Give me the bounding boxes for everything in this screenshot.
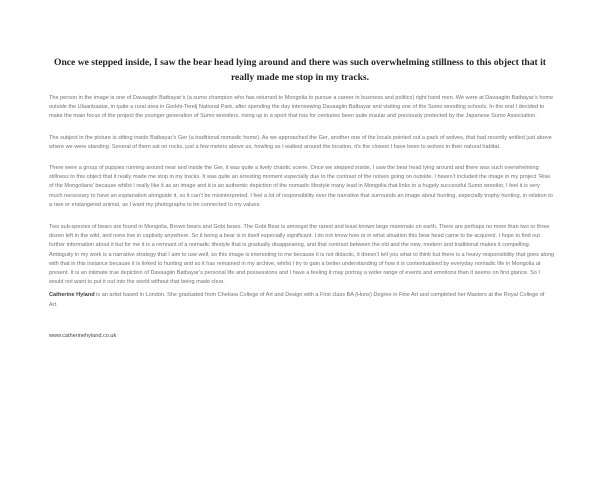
pull-quote-headline: Once we stepped inside, I saw the bear head lying around and there was such overwhelming stillness to this object that it really made me stop in my tracks.	[54, 57, 546, 83]
author-bio-text: is an artist based in London. She graduated from Chelsea College of Art and Design with a First class BA (Hons) Degree in Fine Art and completed her Masters at the Royal College of Art.	[49, 292, 545, 308]
website-link[interactable]: www.catherinehyland.co.uk	[49, 332, 117, 339]
body-paragraph: Two sub-species of bears are found in Mongolia, Brown bears and Gobi bears. The Gobi Bear is amongst the rarest and least known large mammals on earth. There are perhaps no more than two or three dozen left in the wild, and none live in captivity anywhere. So it being a bear is in itself especially significant. I do not know how or in what situation this bear head came to be acquired. I hope to find out further information about it but for me it is a remnant of a nomadic lifestyle that is gradually disappearing, and that contrast between the old and the new, modern and traditional makes it compelling. Ambiguity in my work is a narrative strategy that I aim to use well, so this image is interesting to me because it is not didactic, it doesn’t tell you what to think but there is a heavy responsibility that goes along with that in this instance because it is linked to hunting and so it has remained in my archive, whilst I try to gain a better understanding of how it is contextualised by everyday nomadic life in Mongolia at present. It is an intimate true depiction of Davaagiin Batbayar’s personal life and possessions and I have a feeling it may portray a wider range of events and emotions than it seems on first glance. So I would not want to put it out into the world without that being made clear.	[49, 224, 555, 286]
body-paragraph: The subject in the picture is sitting inside Batbayar’s Ger (a traditional nomadic home). As we approached the Ger, another one of the locals pointed out a pack of wolves, that had recently settled just above where we were standing. Several of them sat on rocks, just a few meters above us, howling as I walked around the location, it’s the closest I have been to wolves in their natural habitat.	[49, 134, 552, 150]
author-name: Catherine Hyland	[49, 292, 95, 299]
article-body	[49, 94, 554, 342]
body-paragraph: There were a group of puppies running around near and inside the Ger, it was quite a lively chaotic scene. Once we stepped inside, I saw the bear head lying around and there was such overwhelming stillness to this object that it really made me stop in my tracks. It was quite an arresting moment especially due to the contrast of the noises going on outside. I haven’t included the image in my project ‘Rise of the Mongolians’ because whilst I really like it as an image and it is an authentic depiction of the nomadic lifestyle many lead in Mongolia that links to a hugely successful Sumo wrestler, I feel it is very much necessary to have an explanation alongside it, so it can’t be misinterpreted. I feel a lot of responsibility over the narrative that surrounds an image about hunting, especially trophy hunting, in relation to a rare or endangered animal, as I want my photographs to be connected to my values.	[49, 165, 553, 208]
author-bio	[49, 291, 554, 309]
body-paragraph: The person in the image is one of Davaagiin Batbayar’s (a sumo champion who has returned to Mongolia to pursue a career in business and politics) right hand men. We were at Davaagiin Batbayar’s home outside the Ulaanbaatar, in quite a rural area in Gorkhi-Terelj National Park, after spending the day interviewing Davaagiin Batbayar and visiting one of the Sumo wrestling schools. In the end I decided to make the main focus of the project the younger generation of Sumo wrestlers, rising up in a sport that has for centuries been quite insular and preciously protected by the Japanese Sumo Association.	[49, 95, 554, 120]
